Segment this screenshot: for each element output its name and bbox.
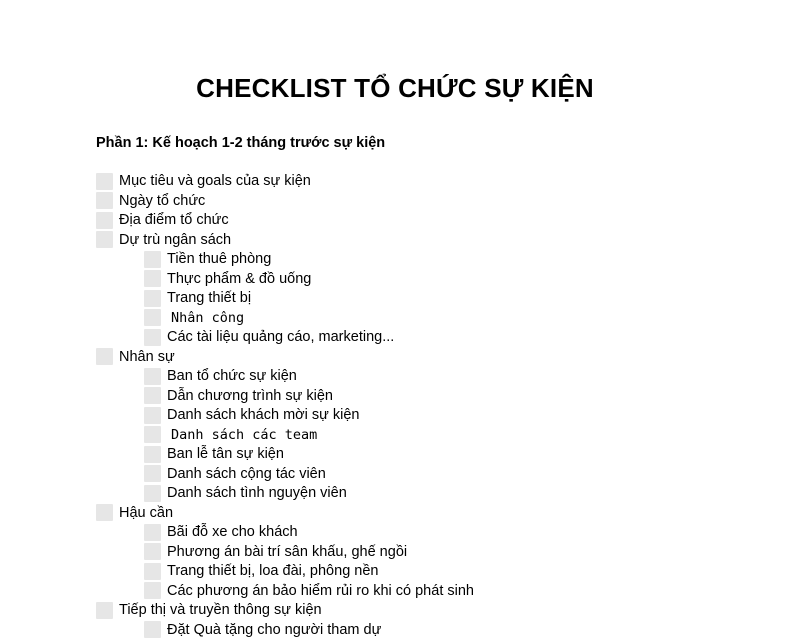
- checkbox[interactable]: [144, 621, 161, 638]
- checkbox[interactable]: [144, 426, 161, 443]
- checkbox[interactable]: [144, 446, 161, 463]
- checklist-item-label: Trang thiết bị: [167, 290, 252, 306]
- checklist-item-label: Ngày tổ chức: [119, 192, 206, 209]
- checklist-item-label: Mục tiêu và goals của sự kiện: [119, 173, 311, 189]
- checklist-item-label: Địa điểm tổ chức: [119, 212, 229, 228]
- checkbox[interactable]: [144, 407, 161, 424]
- checkbox[interactable]: [144, 368, 161, 385]
- checklist-item: [144, 309, 244, 327]
- checkbox[interactable]: [144, 485, 161, 502]
- checklist-item-label: Danh sách khách mời sự kiện: [167, 407, 360, 423]
- checkbox[interactable]: [144, 387, 161, 404]
- checklist-item: [96, 192, 205, 210]
- checklist-item-label: Danh sách các team: [171, 426, 318, 443]
- checklist-item-label: Trang thiết bị, loa đài, phông nền: [167, 563, 379, 579]
- checklist-item-label: Thực phẩm & đồ uống: [167, 270, 312, 287]
- checkbox[interactable]: [96, 602, 113, 619]
- checklist-item: [96, 504, 173, 522]
- checklist-item: [144, 328, 394, 346]
- document-title: CHECKLIST TỔ CHỨC SỰ KIỆN: [196, 73, 594, 103]
- checkbox[interactable]: [96, 173, 113, 190]
- checkbox[interactable]: [144, 563, 161, 580]
- checklist-item: [96, 601, 322, 619]
- checklist-item: [96, 172, 311, 190]
- checklist-item: [144, 367, 297, 385]
- checklist-item: [96, 231, 231, 249]
- checklist-item: [144, 250, 271, 268]
- checklist-item-label: Tiền thuê phòng: [167, 251, 272, 267]
- checklist-item-label: Dự trù ngân sách: [119, 231, 232, 248]
- checkbox[interactable]: [144, 524, 161, 541]
- checklist-item-label: Đặt Quà tặng cho người tham dự: [167, 621, 382, 638]
- checklist-item: [96, 348, 175, 366]
- checkbox[interactable]: [144, 290, 161, 307]
- checklist-item: [144, 270, 311, 288]
- checklist-item: [144, 387, 333, 405]
- checkbox[interactable]: [96, 192, 113, 209]
- checklist-item: [144, 465, 326, 483]
- checklist-item-label: Ban lễ tân sự kiện: [167, 446, 284, 462]
- checkbox[interactable]: [144, 251, 161, 268]
- checkbox[interactable]: [144, 465, 161, 482]
- checklist-item-label: Nhân sự: [119, 348, 175, 365]
- checklist-item: [144, 289, 251, 307]
- checklist-item-label: Dẫn chương trình sự kiện: [167, 387, 333, 404]
- checklist-item-label: Danh sách cộng tác viên: [167, 465, 326, 482]
- checkbox[interactable]: [96, 348, 113, 365]
- checklist-item-label: Tiếp thị và truyền thông sự kiện: [119, 602, 322, 618]
- checklist-item: [144, 523, 298, 541]
- checkbox[interactable]: [144, 309, 161, 326]
- checklist-item: [144, 484, 347, 502]
- checklist-item-label: Hậu cần: [119, 504, 174, 521]
- checkbox[interactable]: [144, 582, 161, 599]
- checklist-item: [144, 562, 378, 580]
- checklist-item-label: Bãi đỗ xe cho khách: [167, 524, 298, 540]
- checkbox[interactable]: [144, 329, 161, 346]
- section-heading: Phần 1: Kế hoạch 1-2 tháng trước sự kiện: [96, 135, 386, 151]
- checklist-item-label: Nhân công: [171, 309, 245, 326]
- checklist-item: [144, 543, 407, 561]
- checklist-item-label: Ban tổ chức sự kiện: [167, 368, 297, 384]
- checkbox[interactable]: [96, 212, 113, 229]
- checklist-item-label: Các phương án bảo hiểm rủi ro khi có phát sinh: [167, 582, 474, 599]
- checklist-item: [96, 211, 229, 229]
- checklist-item: [144, 426, 317, 444]
- checklist-item-label: Các tài liệu quảng cáo, marketing...: [167, 329, 395, 345]
- checklist-item-label: Danh sách tình nguyện viên: [167, 485, 347, 501]
- checklist-item: [144, 445, 284, 463]
- checkbox[interactable]: [96, 231, 113, 248]
- checkbox[interactable]: [144, 270, 161, 287]
- checkbox[interactable]: [144, 543, 161, 560]
- checkbox[interactable]: [96, 504, 113, 521]
- checklist-item: [144, 582, 474, 600]
- checklist-item: [144, 406, 360, 424]
- checklist-item-label: Phương án bài trí sân khấu, ghế ngồi: [167, 543, 408, 560]
- checklist-item: [144, 621, 381, 639]
